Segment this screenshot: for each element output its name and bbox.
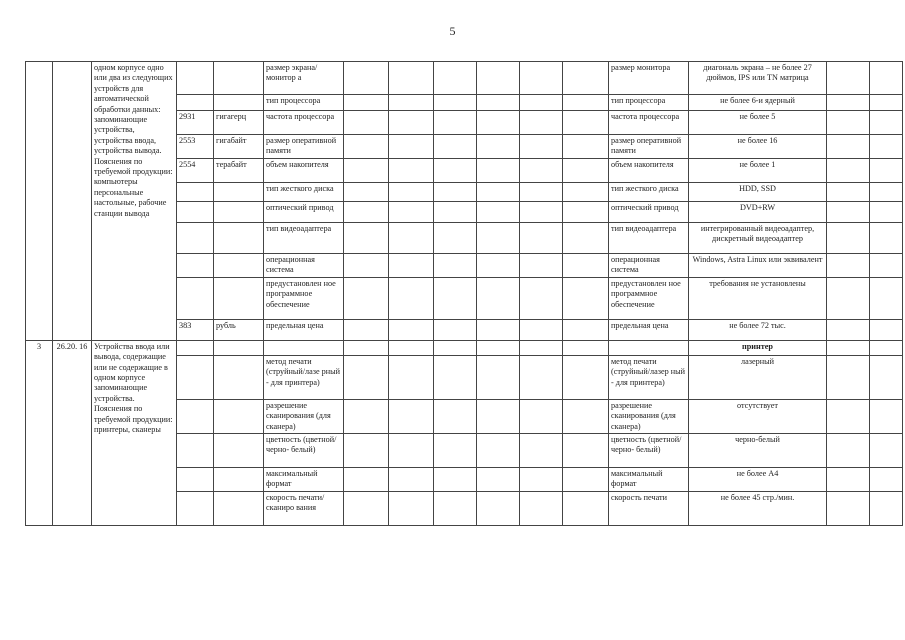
characteristic-cell: размер экрана/монитор а bbox=[264, 62, 344, 95]
characteristic-cell: размер оперативной памяти bbox=[264, 135, 344, 159]
unit-code-cell bbox=[177, 355, 214, 399]
empty-cell bbox=[520, 434, 563, 468]
characteristic-cell: тип видеоадаптера bbox=[609, 223, 689, 254]
empty-cell bbox=[344, 492, 389, 526]
empty-cell bbox=[434, 62, 477, 95]
empty-cell bbox=[389, 355, 434, 399]
empty-cell bbox=[344, 468, 389, 492]
empty-cell bbox=[827, 399, 870, 433]
characteristic-cell: разрешение сканирования (для сканера) bbox=[609, 399, 689, 433]
value-cell: отсутствует bbox=[689, 399, 827, 433]
empty-cell bbox=[870, 492, 903, 526]
empty-cell bbox=[434, 159, 477, 183]
unit-code-cell: 2554 bbox=[177, 159, 214, 183]
empty-cell bbox=[434, 468, 477, 492]
empty-cell bbox=[520, 254, 563, 278]
empty-cell bbox=[477, 135, 520, 159]
characteristic-cell: метод печати (струйный/лазер ный - для принтера) bbox=[609, 355, 689, 399]
empty-cell bbox=[827, 340, 870, 355]
table-row bbox=[26, 340, 903, 355]
empty-cell bbox=[827, 62, 870, 95]
empty-cell bbox=[344, 277, 389, 319]
empty-cell bbox=[177, 340, 214, 355]
unit-name-cell: гигабайт bbox=[214, 135, 264, 159]
empty-cell bbox=[520, 111, 563, 135]
empty-cell bbox=[520, 340, 563, 355]
empty-cell bbox=[434, 202, 477, 223]
unit-name-cell: рубль bbox=[214, 319, 264, 340]
unit-name-cell bbox=[214, 468, 264, 492]
empty-cell bbox=[827, 468, 870, 492]
empty-cell bbox=[389, 135, 434, 159]
characteristic-cell: скорость печати/сканиро вания bbox=[264, 492, 344, 526]
empty-cell bbox=[520, 62, 563, 95]
empty-cell bbox=[870, 340, 903, 355]
empty-cell bbox=[434, 492, 477, 526]
empty-cell bbox=[520, 159, 563, 183]
unit-code-cell bbox=[177, 223, 214, 254]
characteristic-cell: скорость печати bbox=[609, 492, 689, 526]
empty-cell bbox=[434, 111, 477, 135]
unit-name-cell bbox=[214, 277, 264, 319]
value-cell: не более 6-и ядерный bbox=[689, 95, 827, 111]
empty-cell bbox=[477, 355, 520, 399]
characteristics-table bbox=[25, 61, 903, 526]
empty-cell bbox=[563, 135, 609, 159]
empty-cell bbox=[389, 223, 434, 254]
empty-cell bbox=[563, 254, 609, 278]
unit-name-cell bbox=[214, 355, 264, 399]
page-number: 5 bbox=[449, 24, 456, 38]
empty-cell bbox=[563, 468, 609, 492]
empty-cell bbox=[520, 202, 563, 223]
unit-name-cell bbox=[214, 399, 264, 433]
empty-cell bbox=[434, 399, 477, 433]
empty-cell bbox=[477, 254, 520, 278]
empty-cell bbox=[520, 183, 563, 202]
empty-cell bbox=[827, 95, 870, 111]
characteristic-cell: предустановлен ное программное обеспечение bbox=[609, 277, 689, 319]
empty-cell bbox=[520, 95, 563, 111]
empty-cell bbox=[563, 159, 609, 183]
characteristic-cell: оптический привод bbox=[609, 202, 689, 223]
characteristic-cell: разрешение сканирования (для сканера) bbox=[264, 399, 344, 433]
characteristic-cell: тип видеоадаптера bbox=[264, 223, 344, 254]
empty-cell bbox=[827, 183, 870, 202]
unit-name-cell bbox=[214, 434, 264, 468]
empty-cell bbox=[434, 254, 477, 278]
value-cell: DVD+RW bbox=[689, 202, 827, 223]
empty-cell bbox=[389, 277, 434, 319]
empty-cell bbox=[344, 62, 389, 95]
empty-cell bbox=[520, 468, 563, 492]
empty-cell bbox=[827, 202, 870, 223]
empty-cell bbox=[870, 95, 903, 111]
empty-cell bbox=[870, 399, 903, 433]
unit-name-cell bbox=[214, 183, 264, 202]
unit-code-cell: 2553 bbox=[177, 135, 214, 159]
unit-code-cell bbox=[177, 468, 214, 492]
empty-cell bbox=[827, 159, 870, 183]
empty-cell bbox=[827, 111, 870, 135]
row-number-cell: 3 bbox=[26, 340, 53, 525]
unit-code-cell bbox=[177, 277, 214, 319]
unit-code-cell: 2931 bbox=[177, 111, 214, 135]
characteristic-cell: операционная система bbox=[609, 254, 689, 278]
empty-cell bbox=[344, 159, 389, 183]
empty-cell bbox=[870, 159, 903, 183]
empty-cell bbox=[870, 223, 903, 254]
empty-cell bbox=[827, 355, 870, 399]
empty-cell bbox=[520, 135, 563, 159]
empty-cell bbox=[870, 202, 903, 223]
empty-cell bbox=[477, 434, 520, 468]
characteristic-cell: объем накопителя bbox=[609, 159, 689, 183]
value-cell: интегрированный видеоадаптер, дискретный видеоадаптер bbox=[689, 223, 827, 254]
characteristic-cell: операционная система bbox=[264, 254, 344, 278]
empty-cell bbox=[389, 319, 434, 340]
empty-cell bbox=[477, 62, 520, 95]
characteristic-cell: частота процессора bbox=[264, 111, 344, 135]
characteristic-cell: тип процессора bbox=[609, 95, 689, 111]
empty-cell bbox=[870, 183, 903, 202]
empty-cell bbox=[344, 183, 389, 202]
unit-code-cell bbox=[177, 399, 214, 433]
product-description-cell: одном корпусе одно или два из следующих устройств для автоматической обработки данных: запоминающие устройства, устройства ввода, устройства вывода. Пояснения по требуемой продукции: компьютеры персональные настольные, рабочие станции вывода bbox=[92, 62, 177, 341]
characteristic-cell: предельная цена bbox=[609, 319, 689, 340]
empty-cell bbox=[563, 434, 609, 468]
okpd-code-cell: 26.20. 16 bbox=[53, 340, 92, 525]
empty-cell bbox=[827, 492, 870, 526]
empty-cell bbox=[477, 468, 520, 492]
empty-cell bbox=[520, 492, 563, 526]
empty-cell bbox=[520, 223, 563, 254]
unit-name-cell bbox=[214, 62, 264, 95]
unit-code-cell: 383 bbox=[177, 319, 214, 340]
empty-cell bbox=[870, 111, 903, 135]
unit-code-cell bbox=[177, 254, 214, 278]
value-cell: не более 5 bbox=[689, 111, 827, 135]
empty-cell bbox=[344, 254, 389, 278]
empty-cell bbox=[434, 223, 477, 254]
empty-cell bbox=[344, 319, 389, 340]
unit-name-cell: гигагерц bbox=[214, 111, 264, 135]
empty-cell bbox=[344, 340, 389, 355]
empty-cell bbox=[344, 434, 389, 468]
empty-cell bbox=[389, 202, 434, 223]
product-description-cell: Устройства ввода или вывода, содержащие или не содержащие в одном корпусе запоминающие устройства. Пояснения по требуемой продукции: принтеры, сканеры bbox=[92, 340, 177, 525]
empty-cell bbox=[563, 95, 609, 111]
empty-cell bbox=[477, 111, 520, 135]
empty-cell bbox=[827, 223, 870, 254]
empty-cell bbox=[609, 340, 689, 355]
empty-cell bbox=[827, 434, 870, 468]
value-cell: не более 16 bbox=[689, 135, 827, 159]
empty-cell bbox=[520, 277, 563, 319]
unit-code-cell bbox=[177, 492, 214, 526]
unit-name-cell bbox=[214, 254, 264, 278]
empty-cell bbox=[389, 399, 434, 433]
value-cell: черно-белый bbox=[689, 434, 827, 468]
unit-code-cell bbox=[177, 95, 214, 111]
empty-cell bbox=[389, 111, 434, 135]
empty-cell bbox=[563, 111, 609, 135]
empty-cell bbox=[344, 135, 389, 159]
characteristic-cell: цветность (цветной/черно- белый) bbox=[264, 434, 344, 468]
unit-code-cell bbox=[177, 202, 214, 223]
characteristic-cell: оптический привод bbox=[264, 202, 344, 223]
empty-cell bbox=[563, 399, 609, 433]
value-cell: Windows, Astra Linux или эквивалент bbox=[689, 254, 827, 278]
characteristic-cell: максимальный формат bbox=[264, 468, 344, 492]
empty-cell bbox=[434, 183, 477, 202]
characteristic-cell: предустановлен ное программное обеспечение bbox=[264, 277, 344, 319]
empty-cell bbox=[477, 399, 520, 433]
empty-cell bbox=[563, 492, 609, 526]
empty-cell bbox=[520, 355, 563, 399]
characteristic-cell: объем накопителя bbox=[264, 159, 344, 183]
empty-cell bbox=[477, 319, 520, 340]
table-row bbox=[26, 62, 903, 95]
empty-cell bbox=[870, 277, 903, 319]
characteristic-cell: максимальный формат bbox=[609, 468, 689, 492]
empty-cell bbox=[389, 159, 434, 183]
value-cell: не более А4 bbox=[689, 468, 827, 492]
value-cell: требования не установлены bbox=[689, 277, 827, 319]
unit-code-cell bbox=[177, 183, 214, 202]
empty-cell bbox=[434, 355, 477, 399]
empty-cell bbox=[389, 434, 434, 468]
unit-name-cell bbox=[214, 492, 264, 526]
value-cell: не более 1 bbox=[689, 159, 827, 183]
characteristic-cell: тип жесткого диска bbox=[264, 183, 344, 202]
empty-cell bbox=[477, 202, 520, 223]
unit-name-cell: терабайт bbox=[214, 159, 264, 183]
empty-cell bbox=[563, 277, 609, 319]
empty-cell bbox=[477, 95, 520, 111]
empty-cell bbox=[827, 319, 870, 340]
empty-cell bbox=[870, 62, 903, 95]
row-number-cell bbox=[26, 62, 53, 341]
empty-cell bbox=[827, 254, 870, 278]
unit-name-cell bbox=[214, 95, 264, 111]
empty-cell bbox=[389, 340, 434, 355]
characteristic-cell: размер монитора bbox=[609, 62, 689, 95]
empty-cell bbox=[563, 355, 609, 399]
empty-cell bbox=[870, 468, 903, 492]
empty-cell bbox=[870, 355, 903, 399]
empty-cell bbox=[827, 135, 870, 159]
empty-cell bbox=[434, 434, 477, 468]
empty-cell bbox=[434, 319, 477, 340]
empty-cell bbox=[214, 340, 264, 355]
empty-cell bbox=[344, 95, 389, 111]
empty-cell bbox=[827, 277, 870, 319]
empty-cell bbox=[344, 111, 389, 135]
empty-cell bbox=[389, 183, 434, 202]
empty-cell bbox=[870, 254, 903, 278]
empty-cell bbox=[477, 340, 520, 355]
empty-cell bbox=[344, 202, 389, 223]
value-cell: не более 45 стр./мин. bbox=[689, 492, 827, 526]
empty-cell bbox=[563, 223, 609, 254]
characteristic-cell: предельная цена bbox=[264, 319, 344, 340]
empty-cell bbox=[434, 277, 477, 319]
empty-cell bbox=[434, 95, 477, 111]
empty-cell bbox=[264, 340, 344, 355]
characteristic-cell: метод печати (струйный/лазе рный - для принтера) bbox=[264, 355, 344, 399]
empty-cell bbox=[563, 183, 609, 202]
characteristic-cell: цветность (цветной/черно- белый) bbox=[609, 434, 689, 468]
value-cell: HDD, SSD bbox=[689, 183, 827, 202]
unit-code-cell bbox=[177, 434, 214, 468]
empty-cell bbox=[389, 62, 434, 95]
empty-cell bbox=[477, 159, 520, 183]
characteristic-cell: тип жесткого диска bbox=[609, 183, 689, 202]
empty-cell bbox=[344, 355, 389, 399]
empty-cell bbox=[563, 319, 609, 340]
empty-cell bbox=[563, 340, 609, 355]
unit-name-cell bbox=[214, 202, 264, 223]
value-cell: принтер bbox=[689, 340, 827, 355]
empty-cell bbox=[389, 492, 434, 526]
characteristic-cell: частота процессора bbox=[609, 111, 689, 135]
empty-cell bbox=[870, 319, 903, 340]
value-cell: лазерный bbox=[689, 355, 827, 399]
value-cell: не более 72 тыс. bbox=[689, 319, 827, 340]
empty-cell bbox=[477, 492, 520, 526]
value-cell: диагональ экрана – не более 27 дюймов, IPS или TN матрица bbox=[689, 62, 827, 95]
characteristic-cell: тип процессора bbox=[264, 95, 344, 111]
empty-cell bbox=[520, 399, 563, 433]
okpd-code-cell bbox=[53, 62, 92, 341]
unit-code-cell bbox=[177, 62, 214, 95]
empty-cell bbox=[520, 319, 563, 340]
unit-name-cell bbox=[214, 223, 264, 254]
empty-cell bbox=[434, 340, 477, 355]
empty-cell bbox=[477, 223, 520, 254]
empty-cell bbox=[389, 95, 434, 111]
empty-cell bbox=[563, 202, 609, 223]
empty-cell bbox=[344, 223, 389, 254]
empty-cell bbox=[434, 135, 477, 159]
empty-cell bbox=[344, 399, 389, 433]
empty-cell bbox=[389, 468, 434, 492]
empty-cell bbox=[870, 135, 903, 159]
characteristic-cell: размер оперативной памяти bbox=[609, 135, 689, 159]
empty-cell bbox=[477, 277, 520, 319]
empty-cell bbox=[870, 434, 903, 468]
empty-cell bbox=[389, 254, 434, 278]
empty-cell bbox=[563, 62, 609, 95]
empty-cell bbox=[477, 183, 520, 202]
